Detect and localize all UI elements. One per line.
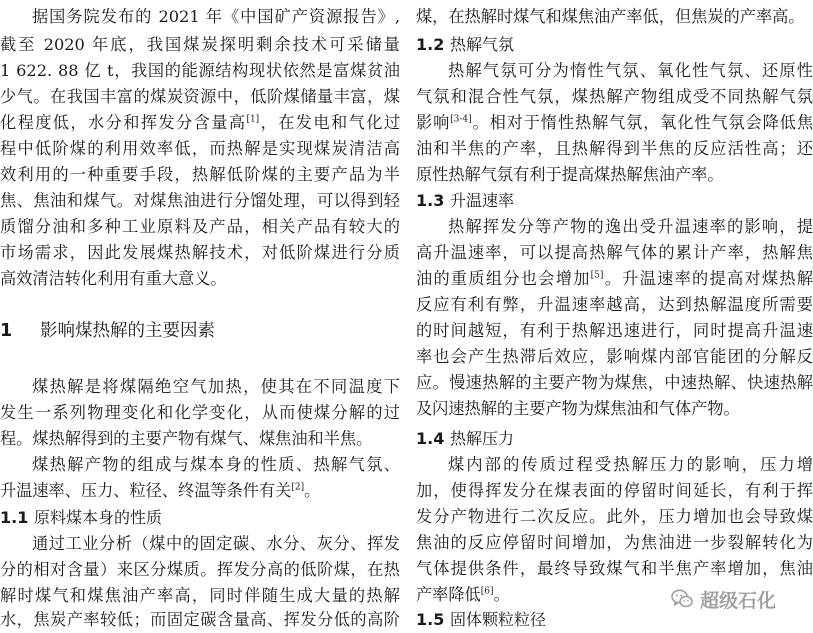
text-line bbox=[416, 110, 813, 136]
watermark-text: 超级石化 bbox=[700, 589, 777, 612]
text-line: 率也会产生热滞后效应，影响煤内部官能团的分解反 bbox=[416, 347, 813, 366]
text-line: 及闪速热解的主要产物为煤焦油和气体产物。 bbox=[416, 399, 740, 418]
text-line: 据国务院发布的 2021 年《中国矿产资源报告》, bbox=[32, 7, 400, 26]
citation: [1] bbox=[246, 114, 260, 125]
wechat-icon bbox=[670, 587, 694, 611]
text-span: 。 bbox=[304, 481, 321, 500]
text-span: 化程度低，水分和挥发分含量高 bbox=[0, 113, 247, 132]
text-line: 原性热解气氛有利于提高煤热解焦油产率。 bbox=[416, 165, 724, 184]
text-line: 煤，在热解时煤气和煤焦油产率低，但焦炭的产率高。 bbox=[416, 7, 805, 26]
text-line: 反应有利有弊，升温速率越高，达到热解温度所需要 bbox=[416, 295, 813, 314]
text-span: 。升温速率的提高对煤热解 bbox=[603, 269, 813, 288]
text-line: 1 622. 88 亿 t，我国的能源结构现状依然是富煤贫油 bbox=[0, 61, 400, 80]
text-line: 应。慢速热解的主要产物为煤焦，中速热解、快速热解 bbox=[416, 373, 813, 392]
section-number: 1.3 bbox=[416, 191, 445, 210]
section-number: 1.5 bbox=[416, 610, 445, 629]
text-line: 程。煤热解得到的主要产物有煤气、煤焦油和半焦。 bbox=[0, 429, 373, 448]
text-line: 煤内部的传质过程受热解压力的影响，压力增 bbox=[448, 455, 813, 474]
text-line: 分的相对含量）来区分煤质。挥发分高的低阶煤，在热 bbox=[0, 560, 400, 579]
section-title: 热解压力 bbox=[450, 429, 515, 448]
section-title: 升温速率 bbox=[450, 191, 515, 210]
watermark bbox=[670, 584, 776, 614]
text-line: 通过工业分析（煤中的固定碳、水分、灰分、挥发 bbox=[32, 534, 400, 553]
text-span: 。相对于惰性热解气氛，氧化性气氛会降低焦 bbox=[471, 113, 813, 132]
section-title: 原料煤本身的性质 bbox=[34, 508, 163, 527]
citation: [3-4] bbox=[450, 114, 472, 125]
text-line: 气体提供条件，最终导致煤气和半焦产率增加，焦油 bbox=[416, 559, 813, 578]
text-line: 程中低阶煤的利用效率低，而热解是实现煤炭清洁高 bbox=[0, 139, 400, 158]
text-line: 焦油的反应停留时间增加，为焦油进一步裂解转化为 bbox=[416, 533, 813, 552]
citation: [2] bbox=[291, 482, 305, 493]
text-line: 热解挥发分等产物的逸出受升温速率的影响，提 bbox=[448, 217, 813, 236]
text-line: 解时煤气和煤焦油产率高，同时伴随生成大量的热解 bbox=[0, 586, 400, 605]
section-title: 影响煤热解的主要因素 bbox=[40, 321, 215, 341]
text-line: 发生一系列物理变化和化学变化，从而使煤分解的过 bbox=[0, 403, 400, 422]
text-line: 少气。在我国丰富的煤炭资源中，低阶煤储量丰富，煤 bbox=[0, 87, 400, 106]
text-line: 质馏分油和多种工业原料及产品，相关产品有较大的 bbox=[0, 217, 400, 236]
section-heading bbox=[416, 32, 813, 58]
section-number: 1 bbox=[0, 321, 13, 341]
text-line bbox=[0, 478, 400, 504]
section-title: 热解气氛 bbox=[450, 35, 515, 54]
text-span: 升温速率、压力、粒径、终温等条件有关 bbox=[0, 481, 292, 500]
section-number: 1.1 bbox=[0, 508, 29, 527]
section-heading bbox=[416, 426, 813, 452]
text-line: 市场需求，因此发展煤热解技术，对低阶煤进行分质 bbox=[0, 243, 400, 262]
section-number: 1.4 bbox=[416, 429, 445, 448]
text-line: 焦、焦油和煤气。对煤焦油进行分馏处理，可以得到轻 bbox=[0, 191, 400, 210]
section-heading bbox=[0, 318, 400, 344]
text-line: 煤热解产物的组成与煤本身的性质、热解气氛、 bbox=[32, 455, 400, 474]
text-line: 热解气氛可分为惰性气氛、氧化性气氛、还原性 bbox=[448, 61, 813, 80]
text-line: 效利用的一种重要手段，热解低阶煤的主要产品为半 bbox=[0, 165, 400, 184]
section-heading bbox=[0, 505, 400, 531]
text-line: 油和半焦的产率，且热解得到半焦的反应活性高；还 bbox=[416, 139, 813, 158]
section-title: 固体颗粒粒径 bbox=[450, 610, 547, 629]
text-line: 高升温速率，可以提高热解气体的累计产率，热解焦 bbox=[416, 243, 813, 262]
text-line: 加，使得挥发分在煤表面的停留时间延长，有利于挥 bbox=[416, 481, 813, 500]
text-span: ，在发电和气化过 bbox=[259, 113, 401, 132]
text-line bbox=[416, 266, 813, 292]
text-line: 高效清洁转化利用有重大意义。 bbox=[0, 269, 227, 288]
text-line: 气氛和混合性气氛，煤热解产物组成受不同热解气氛 bbox=[416, 87, 813, 106]
citation: [5] bbox=[590, 270, 604, 281]
text-line: 煤热解是将煤隔绝空气加热，使其在不同温度下 bbox=[32, 377, 400, 396]
text-span: 。 bbox=[493, 585, 510, 604]
text-line: 截至 2020 年底，我国煤炭探明剩余技术可采储量 bbox=[0, 35, 400, 54]
text-line: 的时间越短，有利于热解迅速进行，同时提高升温速 bbox=[416, 321, 813, 340]
text-line: 水，焦炭产率较低；而固定碳含量高、挥发分低的高阶 bbox=[0, 610, 400, 629]
citation: [6] bbox=[480, 586, 494, 597]
text-span: 油的重质组分也会增加 bbox=[416, 269, 591, 288]
section-heading bbox=[416, 188, 813, 214]
text-line bbox=[0, 110, 400, 136]
section-number: 1.2 bbox=[416, 35, 445, 54]
text-span: 产率降低 bbox=[416, 585, 481, 604]
text-line: 发分产物进行二次反应。此外，压力增加也会导致煤 bbox=[416, 507, 813, 526]
text-span: 影响 bbox=[416, 113, 451, 132]
